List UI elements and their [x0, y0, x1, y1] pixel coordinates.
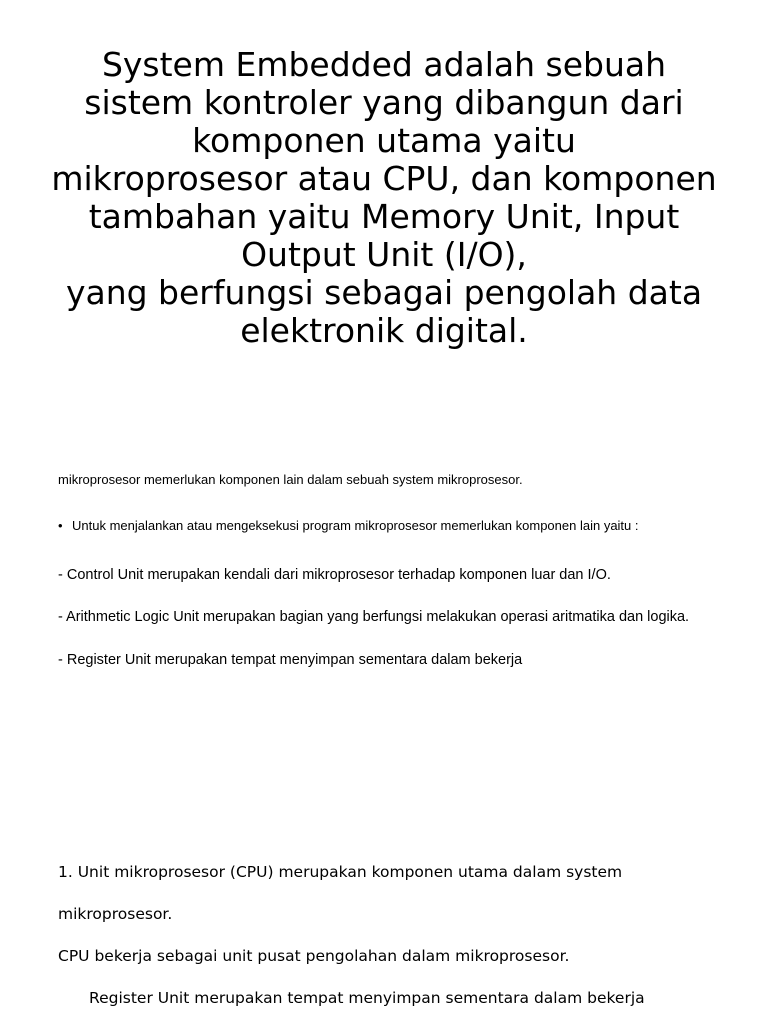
title-line: yang berfungsi sebagai pengolah data [65, 273, 703, 312]
bullet-icon: • [58, 518, 63, 533]
register-unit-item: - Register Unit merupakan tempat menyimpan sementara dalam bekerja [58, 652, 523, 668]
title-line: elektronik digital. [240, 311, 528, 350]
control-unit-item: - Control Unit merupakan kendali dari mikroprosesor terhadap komponen luar dan I/O. [58, 567, 611, 583]
title-line: Output Unit (I/O), [241, 235, 527, 274]
title-line: mikroprosesor atau CPU, dan komponen [51, 159, 717, 198]
cpu-paragraph-line: mikroprosesor. [58, 905, 173, 923]
title-line: sistem kontroler yang dibangun dari [84, 83, 684, 122]
intro-text: mikroprosesor memerlukan komponen lain dalam sebuah system mikroprosesor. [58, 472, 523, 487]
register-paragraph-line: Register Unit merupakan tempat menyimpan sementara dalam bekerja [89, 989, 645, 1007]
title-line: tambahan yaitu Memory Unit, Input [88, 197, 680, 236]
alu-item: - Arithmetic Logic Unit merupakan bagian yang berfungsi melakukan operasi aritmatika dan logika. [58, 609, 690, 625]
bullet-text: Untuk menjalankan atau mengeksekusi program mikroprosesor memerlukan komponen lain yaitu : [72, 518, 639, 533]
title-line: komponen utama yaitu [192, 121, 576, 160]
page-title [10, 46, 758, 350]
title-line: System Embedded adalah sebuah [101, 45, 667, 84]
cpu-paragraph-line: 1. Unit mikroprosesor (CPU) merupakan komponen utama dalam system [58, 863, 623, 881]
bullet-item [58, 518, 639, 534]
cpu-paragraph-line: CPU bekerja sebagai unit pusat pengolahan dalam mikroprosesor. [58, 947, 570, 965]
